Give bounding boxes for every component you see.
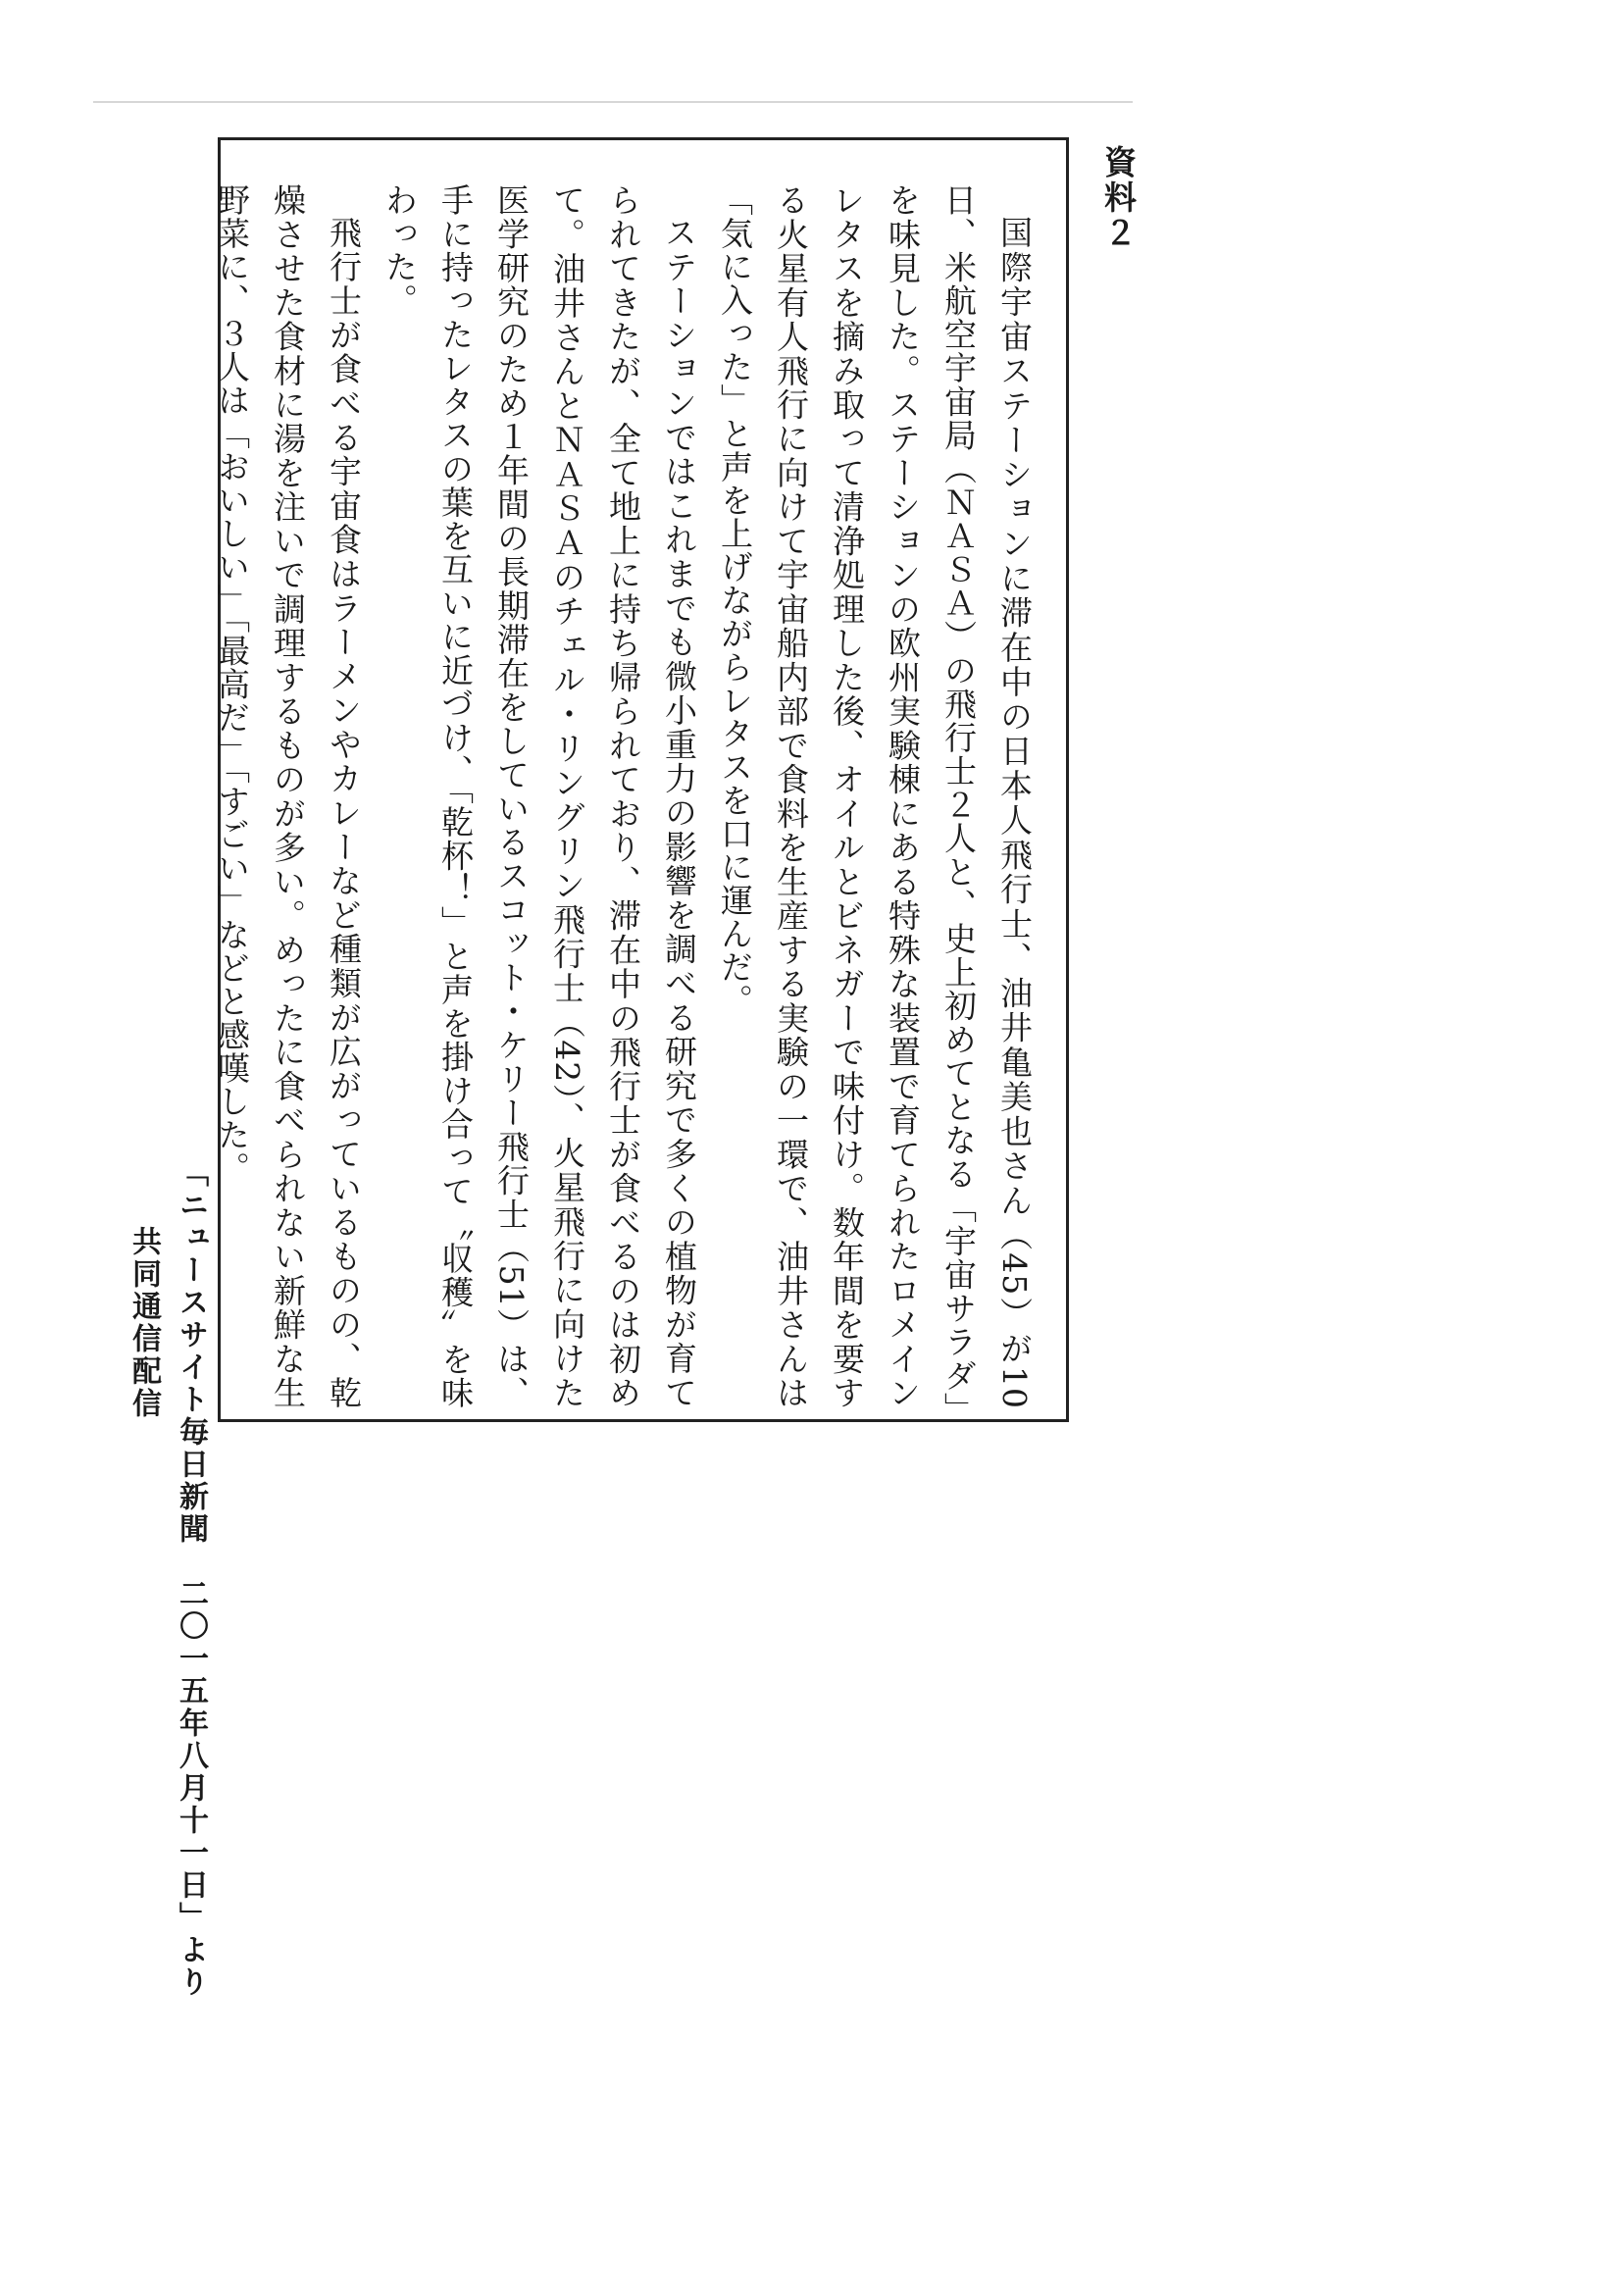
article-paragraph-1: 国際宇宙ステーションに滞在中の日本人飛行士、油井亀美也さん（45）が10日、米航空宇宙局（ＮＡＳＡ）の飛行士２人と、史上初めてとなる「宇宙サラダ」を味見した。ステーションの欧州実験棟にある特殊な装置で育てられたロメインレタスを摘み取って清浄処理した後、オイルとビネガーで味付け。数年間を要する火星有人飛行に向けて宇宙船内部で食料を生産する実験の一環で、油井さんは「気に入った」と声を上げながらレタスを口に運んだ。 — [716, 183, 1034, 1410]
source-credit: 「ニュースサイト毎日新聞 二〇一五年八月十一日」より — [174, 1157, 208, 1999]
agency-credit: 共同通信配信 — [127, 1226, 161, 1420]
document-label: 資料２ — [1099, 145, 1138, 251]
article-paragraph-3: 飛行士が食べる宇宙食はラーメンやカレーなど種類が広がっているものの、乾燥させた食材に湯を注いで調理するものが多い。めったに食べられない新鮮な生野菜に、３人は「おいしい」「最高だ」「すごい」などと感嘆した。 — [213, 183, 363, 1409]
article-box — [213, 137, 1069, 1422]
article-body — [204, 183, 1042, 1409]
scan-edge-line — [93, 101, 1133, 103]
article-paragraph-2: ステーションではこれまでも微小重力の影響を調べる研究で多くの植物が育てられてきたが、全て地上に持ち帰られており、滞在中の飛行士が食べるのは初めて。油井さんとＮＡＳＡのチェル・リングリン飛行士（42）、火星飛行に向けた医学研究のため１年間の長期滞在をしているスコット・ケリー飛行士（51）は、手に持ったレタスの葉を互いに近づけ、「乾杯！」と声を掛け合って〝収穫〟を味わった。 — [381, 183, 698, 1410]
